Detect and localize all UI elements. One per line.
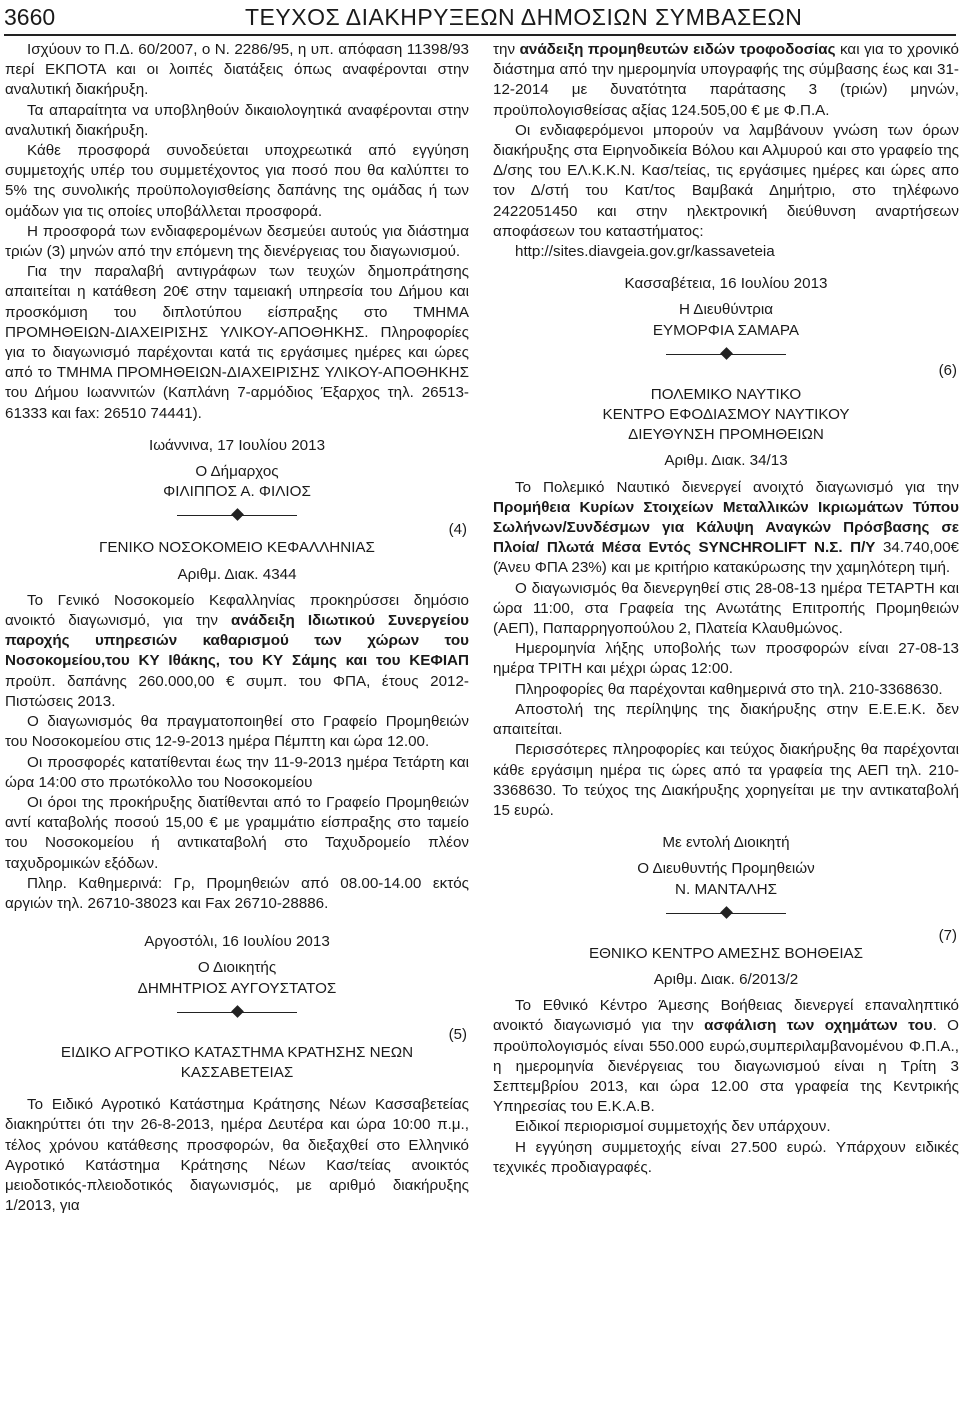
paragraph: Η εγγύηση συμμετοχής είναι 27.500 ευρώ. Υπάρχουν ειδικές τεχνικές προδιαγραφές. (493, 1138, 959, 1176)
organization-title: ΓΕΝΙΚΟ ΝΟΣΟΚΟΜΕΙΟ ΚΕΦΑΛΛΗΝΙΑΣ (99, 539, 375, 557)
notice-number: (7) (938, 926, 957, 944)
url-text: http://sites.diavgeia.gov.gr/kassaveteia (515, 243, 775, 261)
paragraph: Ισχύουν το Π.Δ. 60/2007, ο Ν. 2286/95, η υπ. απόφαση 11398/93 περί ΕΚΠΟΤΑ και οι λοιπές διατάξεις όπως αναφέρονται στην αναλυτική διακήρυξη. (5, 41, 469, 99)
paragraph: Ημερομηνία λήξης υποβολής των προσφορών είναι 27-08-13 ημέρα ΤΡΙΤΗ και μέχρι ώρας 12:00. (493, 640, 959, 678)
organization-title: ΕΘΝΙΚΟ ΚΕΝΤΡΟ ΑΜΕΣΗΣ ΒΟΗΘΕΙΑΣ (588, 944, 864, 962)
paragraph: Πληροφορίες θα παρέχονται καθημερινά στο τηλ. 210-3368630. (515, 680, 943, 698)
emphasis: Προμήθεια Κυρίων Στοιχείων Μεταλλικών Ικριωμάτων Τύπου Σωλήνων/Συνδέσμων για Κάλυψη Αναγκών Πρόσβασης σε Πλοία/ Πλωτά Μέσα Εντός SYNCHROLIFT Ν.Σ. Π/Υ (493, 498, 959, 557)
diamond-ornament-icon (720, 347, 733, 360)
paragraph: Τα απαραίτητα να υποβληθούν δικαιολογητικά αναφέρονται στην αναλυτική διακήρυξη. (5, 101, 469, 139)
signature-line: Με εντολή Διοικητή (662, 834, 790, 852)
paragraph: Περισσότερες πληροφορίες και τεύχος διακήρυξης θα παρέχονται κάθε εργάσιμη ημέρα τις ώρες από τα γραφεία της ΑΕΠ τηλ. 210-3368630. Το τεύχος της Διακήρυξης χορηγείται με την αντικαταβολή 15 ευρώ. (493, 741, 959, 819)
paragraph: Το Πολεμικό Ναυτικό διενεργεί ανοιχτό διαγωνισμό για την Προμήθεια Κυρίων Στοιχείων Μεταλλικών Ικριωμάτων Τύπου Σωλήνων/Συνδέσμων για Κάλυψη Αναγκών Πρόσβασης σε Πλοία/ Πλωτά Μέσα Εντός SYNCHROLIFT Ν.Σ. Π/Υ 34.740,00€ (Άνευ ΦΠΑ 23%) και με κριτήριο κατακύρωσης την χαμηλότερη τιμή. (493, 478, 959, 577)
organization-title: ΚΕΝΤΡΟ ΕΦΟΔΙΑΣΜΟΥ ΝΑΥΤΙΚΟΥ (602, 406, 850, 424)
paragraph: Οι ενδιαφερόμενοι μπορούν να λαμβάνουν γνώση των όρων διακήρυξης στα Ειρηνοδικεία Βόλου και Αλμυρού και στο γραφείο της Δ/σης του ΕΛ.Κ.Κ.Ν. Κασ/τείας, τις εργάσιμες ημέρες και ώρες απο τον Δ/στή του Κατ/τος Βαμβακά Δημήτριο, στο τηλέφωνο 2422051450 και στην ηλεκτρονική διεύθυνση αναρτήσεων αποφάσεων του καταστήματος: (493, 121, 959, 240)
paragraph: Για την παραλαβή αντιγράφων των τευχών δημοπράτησης απαιτείται η κατάθεση 20€ στην ταμειακή υπηρεσία του Δήμου και προσκόμιση του διπλοτύπου είσπραξης στο ΤΜΗΜΑ ΠΡΟΜΗΘΕΙΩΝ-ΔΙΑΧΕΙΡΙΣΗΣ ΥΛΙΚΟΥ-ΑΠΟΘΗΚΗΣ. Πληροφορίες για το διαγωνισμό παρέχονται κατά τις εργάσιμες ημέρες και ώρες από το ΤΜΗΜΑ ΠΡΟΜΗΘΕΙΩΝ-ΔΙΑΧΕΙΡΙΣΗΣ ΥΛΙΚΟΥ-ΑΠΟΘΗΚΗΣ του Δήμου Ιωαννιτών (Καπλάνη 7-αρμόδιος Έξαρχος τηλ. 26513-61333 και fax: 26510 74441). (5, 263, 469, 422)
organization-title: ΚΑΣΣΑΒΕΤΕΙΑΣ (180, 1063, 294, 1081)
emphasis: ανάδειξη προμηθευτών ειδών τροφοδοσίας (519, 41, 836, 58)
paragraph: Πληρ. Καθημερινά: Γρ, Προμηθειών από 08.00-14.00 εκτός αργιών τηλ. 26710-38023 και Fax 26710-28886. (5, 874, 469, 912)
signature-name: Ν. ΜΑΝΤΑΛΗΣ (675, 880, 777, 898)
paragraph: Ο διαγωνισμός θα διενεργηθεί στις 28-08-13 ημέρα ΤΕΤΑΡΤΗ και ώρα 11:00, στα Γραφεία της Ανωτάτης Επιτροπής Προμηθειών (ΑΕΠ), Παπαρρηγοπούλου 2, Πλατεία Κλαυθμώνος. (493, 579, 959, 638)
paragraph: Κάθε προσφορά συνοδεύεται υποχρεωτικά από εγγύηση συμμετοχής υπέρ του συμμετέχοντος για ποσό που θα καλύπτει το 5% της συνολικής προϋπολογισθείσης δαπάνης της ομάδας ή των ομάδων για τις οποίες υποβάλλεται προσφορά. (5, 142, 469, 220)
signature-role: Ο Δήμαρχος (195, 463, 279, 481)
notice-reference: Αριθμ. Διακ. 34/13 (664, 452, 788, 470)
signature-place-date: Αργοστόλι, 16 Ιουλίου 2013 (144, 933, 330, 951)
emphasis: ασφάλιση των οχημάτων του (704, 1017, 933, 1035)
paragraph: Οι προσφορές κατατίθενται έως την 11-9-2013 ημέρα Τετάρτη και ώρα 14:00 στο πρωτόκολλο του Νοσοκομείου (5, 753, 469, 791)
notice-reference: Αριθμ. Διακ. 6/2013/2 (653, 970, 799, 988)
signature-place-date: Ιωάννινα, 17 Ιουλίου 2013 (148, 436, 326, 454)
paragraph: Οι όροι της προκήρυξης διατίθενται από το Γραφείο Προμηθειών αντί καταβολής ποσού 15,00 € με γραμμάτιο είσπραξης στο ταμείο του Νοσοκομείου ή αντικαταβολή στο Ταχυδρομείο πλέον ταχυδρομικών εξόδων. (5, 793, 469, 872)
emphasis: ανάδειξη Ιδιωτικού Συνεργείου παροχής υπηρεσιών καθαρισμού των χώρων του Νοσοκομείου,του ΚΥ Ιθάκης, του ΚΥ Σάμης και του ΚΕΦΙΑΠ (5, 612, 469, 670)
signature-role: Ο Διοικητής (197, 959, 277, 977)
diamond-ornament-icon (231, 1005, 244, 1018)
notice-number: (4) (448, 521, 467, 539)
right-column (493, 40, 959, 1178)
header-rule (4, 34, 956, 36)
diamond-ornament-icon (231, 509, 244, 522)
notice-reference: Αριθμ. Διακ. 4344 (177, 565, 297, 583)
paragraph: Ο διαγωνισμός θα πραγματοποιηθεί στο Γραφείο Προμηθειών του Νοσοκομείου στις 12-9-2013 ημέρα Πέμπτη και ώρα 12.00. (5, 713, 469, 751)
organization-title: ΠΟΛΕΜΙΚΟ ΝΑΥΤΙΚΟ (650, 385, 802, 403)
organization-title: ΕΙΔΙΚΟ ΑΓΡΟΤΙΚΟ ΚΑΤΑΣΤΗΜΑ ΚΡΑΤΗΣΗΣ ΝΕΩΝ (60, 1043, 414, 1061)
section-divider (493, 902, 959, 924)
paragraph: Το Εθνικό Κέντρο Άμεσης Βοήθειας διενεργεί επαναληπτικό ανοικτό διαγωνισμό για την ασφάλιση των οχημάτων του. Ο προϋπολογισμός είναι 550.000 ευρώ,συμπεριλαμβανομένου Φ.Π.Α., η ημερομηνία διενέργειας του διαγωνισμού είναι η Τρίτη 3 Σεπτεμβρίου 2013, και ώρα 12.00 στα γραφεία της Κεντρικής Υπηρεσίας του Ε.Κ.Α.Β. (493, 997, 959, 1116)
diamond-ornament-icon (720, 906, 733, 919)
section-divider (5, 1001, 469, 1023)
left-column (5, 40, 469, 1216)
paragraph: την ανάδειξη προμηθευτών ειδών τροφοδοσίας και για το χρονικό διάστημα από την ημερομηνία υπογραφής της σύμβασης έως και 31-12-2014 με δυνατότητα παράτασης 3 (τριών) μηνών, προϋπολογισθείσας αξίας 124.505,00 € με Φ.Π.Α. (493, 41, 959, 119)
page-header (0, 0, 960, 36)
signature-place-date: Κασσαβέτεια, 16 Ιουλίου 2013 (624, 275, 828, 293)
signature-name: ΔΗΜΗΤΡΙΟΣ ΑΥΓΟΥΣΤΑΤΟΣ (137, 979, 337, 997)
signature-name: ΦΙΛΙΠΠΟΣ Α. ΦΙΛΙΟΣ (163, 483, 311, 501)
organization-title: ΔΙΕΥΘΥΝΣΗ ΠΡΟΜΗΘΕΙΩΝ (628, 426, 824, 444)
journal-title: ΤΕΥΧΟΣ ΔΙΑΚΗΡΥΞΕΩΝ ΔΗΜΟΣΙΩΝ ΣΥΜΒΑΣΕΩΝ (245, 4, 803, 30)
paragraph: Η προσφορά των ενδιαφερομένων δεσμεύει αυτούς για διάστημα τριών (3) μηνών από την επόμενη της διενέργειας του διαγωνισμού. (5, 222, 469, 261)
paragraph: Αποστολή της περίληψης της διακήρυξης στην Ε.Ε.Ε.Κ. δεν απαιτείται. (493, 700, 959, 739)
notice-number: (6) (938, 361, 957, 379)
section-divider (5, 504, 469, 526)
section-divider (493, 343, 959, 365)
page-number: 3660 (4, 4, 56, 30)
signature-role: Ο Διευθυντής Προμηθειών (637, 860, 815, 878)
paragraph: Ειδικοί περιορισμοί συμμετοχής δεν υπάρχουν. (515, 1118, 831, 1136)
paragraph: Το Γενικό Νοσοκομείο Κεφαλληνίας προκηρύσσει δημόσιο ανοικτό διαγωνισμό, για την ανάδειξη Ιδιωτικού Συνεργείου παροχής υπηρεσιών καθαρισμού των χώρων του Νοσοκομείου,του ΚΥ Ιθάκης, του ΚΥ Σάμης και του ΚΕΦΙΑΠ προϋπ. δαπάνης 260.000,00 € συμπ. του ΦΠΑ, έτους 2012-Πιστώσεις 2013. (5, 591, 469, 710)
paragraph: Το Ειδικό Αγροτικό Κατάστημα Κράτησης Νέων Κασσαβετείας διακηρύττει ότι την 26-8-2013, ημέρα Δευτέρα και ώρα 10:00 π.μ., τέλος χρόνου κατάθεσης προσφορών, θα διεξαχθεί στο Ελληνικό Αγροτικό Κατάστημα Κράτησης Νέων Κασ/τείας ανοικτός μειοδοτικός-πλειοδοτικός διαγωνισμός, με αριθμό διακήρυξης 1/2013, για (5, 1096, 469, 1215)
signature-name: ΕΥΜΟΡΦΙΑ ΣΑΜΑΡΑ (652, 321, 800, 339)
notice-number: (5) (448, 1025, 467, 1043)
signature-role: Η Διευθύντρια (678, 301, 774, 319)
